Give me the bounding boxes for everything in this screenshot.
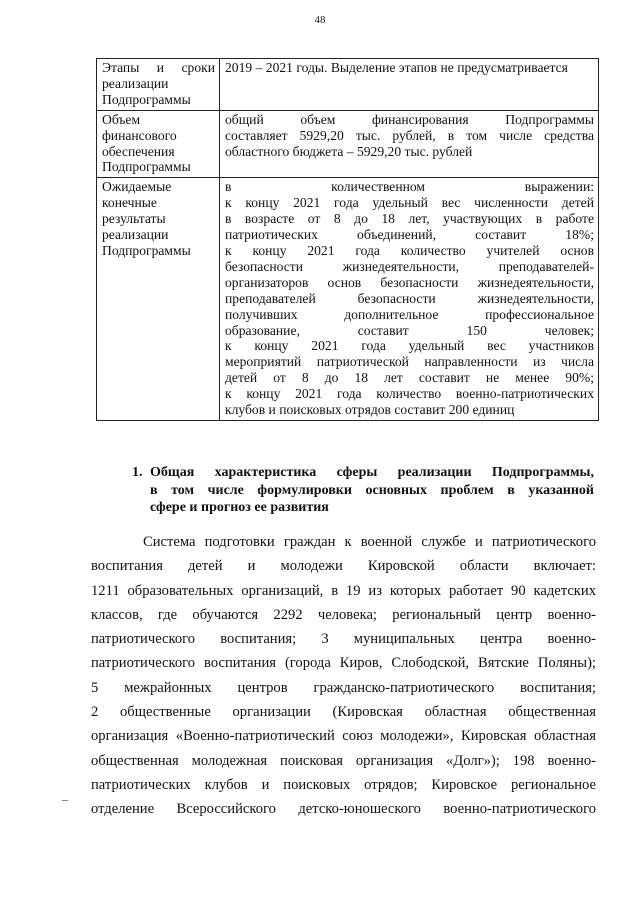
value-line: общий объем финансирования Подпрограммы bbox=[225, 111, 594, 127]
label-line: реализации bbox=[102, 75, 169, 91]
row-value-cell bbox=[220, 59, 599, 111]
section-title-line: в том числе формулировки основных проблем в указанной bbox=[150, 482, 594, 498]
value-line: клубов и поисковых отрядов составит 200 единиц bbox=[225, 402, 515, 418]
body-text-line: патриотического воспитания; 3 муниципальных центра военно- bbox=[91, 631, 596, 648]
subprogram-passport-table bbox=[96, 58, 599, 421]
value-line: в возрасте от 8 до 18 лет, участвующих в работе bbox=[225, 211, 594, 227]
body-text-line: классов, где обучаются 2292 человека; региональный центр военно- bbox=[91, 606, 596, 623]
label-line: Объем bbox=[102, 111, 141, 127]
row-label-cell bbox=[97, 110, 220, 178]
label-line: конечные bbox=[102, 195, 157, 211]
label-line: обеспечения bbox=[102, 143, 175, 159]
body-text-line: организация «Военно-патриотический союз молодежи», Кировская областная bbox=[91, 728, 596, 745]
table-row bbox=[97, 178, 599, 421]
section-title-line: Общая характеристика сферы реализации Подпрограммы, bbox=[150, 465, 594, 480]
value-line: к концу 2021 года удельный вес численности детей bbox=[225, 195, 594, 211]
table-row bbox=[97, 59, 599, 111]
value-line: образование, составит 150 человек; bbox=[225, 322, 594, 338]
section-number: 1. bbox=[132, 465, 143, 480]
label-line: Подпрограммы bbox=[102, 242, 191, 258]
value-line: мероприятий патриотической направленности из числа bbox=[225, 354, 594, 370]
table-row bbox=[97, 110, 599, 178]
row-label-cell bbox=[97, 178, 220, 421]
value-line: в количественном выражении: bbox=[225, 179, 594, 195]
value-line: организаторов основ безопасности жизнедеятельности, bbox=[225, 274, 594, 290]
label-line: Ожидаемые bbox=[102, 179, 172, 195]
label-line: Подпрограммы bbox=[102, 159, 191, 175]
label-line: Подпрограммы bbox=[102, 91, 191, 107]
value-line: к концу 2021 года количество учителей основ bbox=[225, 242, 594, 258]
label-line: финансового bbox=[102, 127, 177, 143]
value-line: патриотических объединений, составит 18%; bbox=[225, 227, 594, 243]
row-label-cell bbox=[97, 59, 220, 111]
body-text-line: Система подготовки граждан к военной службе и патриотического bbox=[143, 534, 596, 550]
value-line: к концу 2021 года количество военно-патриотических bbox=[225, 386, 594, 402]
body-text-line: общественная молодежная поисковая организация «Долг»); 198 военно- bbox=[91, 752, 596, 769]
body-text-line: патриотического воспитания (города Киров, Слободской, Вятские Поляны); bbox=[91, 655, 596, 672]
value-line: детей от 8 до 18 лет составит не менее 90%; bbox=[225, 370, 594, 386]
value-line: безопасности жизнедеятельности, преподавателей- bbox=[225, 258, 594, 274]
section-title-line: сфере и прогноз ее развития bbox=[150, 500, 329, 515]
margin-mark: – bbox=[62, 792, 68, 806]
value-line: преподавателей безопасности жизнедеятельности, bbox=[225, 290, 594, 306]
value-line: получивших дополнительное профессиональное bbox=[225, 306, 594, 322]
body-text-line: 2 общественные организации (Кировская областная общественная bbox=[91, 704, 596, 721]
body-paragraph bbox=[91, 530, 596, 822]
value-line: 2019 – 2021 годы. Выделение этапов не предусматривается bbox=[225, 60, 568, 75]
value-line: областного бюджета – 5929,20 тыс. рублей bbox=[225, 143, 473, 159]
label-line: Этапы и сроки bbox=[102, 60, 215, 75]
label-line: реализации bbox=[102, 227, 169, 243]
body-text-line: воспитания детей и молодежи Кировской области включает: bbox=[91, 558, 596, 575]
body-text-line: 5 межрайонных центров гражданско-патриотического воспитания; bbox=[91, 679, 596, 696]
row-value-cell bbox=[220, 178, 599, 421]
body-text-line: 1211 образовательных организаций, в 19 из которых работает 90 кадетских bbox=[91, 582, 596, 599]
body-text-line: патриотических клубов и поисковых отрядов; Кировское региональное bbox=[91, 776, 596, 793]
label-line: результаты bbox=[102, 211, 166, 227]
value-line: к концу 2021 года удельный вес участников bbox=[225, 338, 594, 354]
row-value-cell bbox=[220, 110, 599, 178]
body-text-line: отделение Всероссийского детско-юношеского военно-патриотического bbox=[91, 801, 596, 818]
value-line: составляет 5929,20 тыс. рублей, в том числе средства bbox=[225, 127, 594, 143]
page-number: 48 bbox=[314, 14, 326, 26]
section-heading bbox=[132, 464, 594, 517]
